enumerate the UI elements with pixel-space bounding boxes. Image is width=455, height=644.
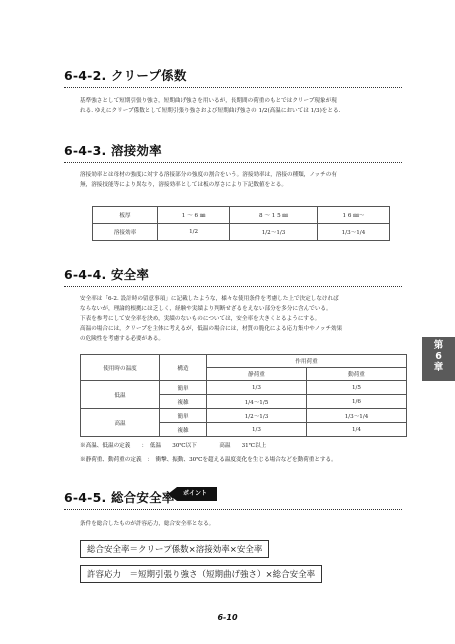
table-cell: 1/2 [158,224,230,241]
table-row [81,355,407,368]
safety-paragraph [80,294,410,344]
text-line: 基準強さとして短期引張り強さ，短期曲げ強さを用いるが，長期間の荷重のもとではクリープ現象が現 [80,98,337,104]
table-cell: 1/3 [207,423,307,437]
table-cell: 複雑 [160,423,207,437]
page-number: 6-10 [217,613,238,622]
text-line: 高温の場合には，クリープを主体に考えるが，低温の場合には，材質の脆化による応力集中やノッチ効果 [80,326,343,332]
text-line: 溶接効率とは母材の強度に対する溶接部分の強度の割合をいう。溶接効率は，溶接の種類，ノッチの有 [80,172,337,178]
table-cell: 1/6 [307,395,407,409]
safety-factor-table [80,354,407,437]
temperature-note: ※高温、低温の定義 ： 低温 30℃以下 高温 31℃以上 [80,443,267,449]
table-cell: 1/3～1/4 [317,224,389,241]
text-line: 安全率は「6-2. 設計時の留意事項」に記載したような，様々な使用条件を考慮した上で決定しなければ [80,296,339,302]
section-title-creep: 6-4-2. クリープ係数 [64,66,402,88]
table-cell: 1/2～1/3 [207,409,307,423]
table-cell: 使用時の温度 [81,355,160,381]
text-line: 無，溶接技能等により異なり，溶接効率としては板の厚さにより下記数値をとる。 [80,182,287,188]
weld-paragraph [80,170,410,190]
allowable-stress-formula: 許容応力 ＝短期引張り強さ（短期曲げ強さ）×総合安全率 [80,565,322,583]
table-cell: 1/2～1/3 [230,224,318,241]
table-cell: 1 ～ 6 ㎜ [158,207,230,224]
table-cell: 作用荷重 [207,355,407,368]
total-paragraph [80,519,410,529]
section-title-total: 6-4-5. 総合安全率 [64,488,402,510]
point-badge [168,487,217,501]
table-row [93,207,390,224]
table-cell: 板厚 [93,207,158,224]
table-cell: 1/3～1/4 [307,409,407,423]
section-title-weld: 6-4-3. 溶接効率 [64,141,402,163]
text-line: れる. ゆえにクリープ係数として短期引張り強さおよび短期曲げ強さの 1/2(高温においては 1/3)をとる. [80,108,341,114]
table-cell: 簡単 [160,409,207,423]
load-note: ※静荷重、動荷重の定義 ： 衝撃、振動、30℃を超える温度変化を生じる場合などを動荷重とする。 [80,457,337,463]
table-cell: 1/5 [307,381,407,395]
text-line: ならないが，理論的根拠には乏しく，経験や実績より判断せざるをえない部分を多分に含んでいる。 [80,306,332,312]
table-cell: 1/3 [207,381,307,395]
text-line: の危険性を考慮する必要がある。 [80,336,164,342]
point-label: ポイント [177,487,217,501]
table-cell: 1 6 ㎜～ [317,207,389,224]
table-row [93,224,390,241]
table-cell: 低温 [81,381,160,409]
chapter-tab-line: 章 [433,362,444,373]
table-cell: 高温 [81,409,160,437]
chapter-tab-line: 第 [433,340,444,351]
table-cell: 構造 [160,355,207,381]
chapter-tab-line: 6 [435,351,442,362]
table-cell: 動荷重 [307,368,407,381]
table-cell: 1/4～1/5 [207,395,307,409]
table-cell: 簡単 [160,381,207,395]
total-safety-formula: 総合安全率＝クリープ係数×溶接効率×安全率 [80,540,269,558]
text-line: 条件を総合したものが許容応力，総合安全率となる。 [80,521,215,527]
table-cell: 8 ～ 1 5 ㎜ [230,207,318,224]
table-cell: 複雑 [160,395,207,409]
creep-paragraph [80,96,410,116]
table-row [81,381,407,395]
table-cell: 溶接効率 [93,224,158,241]
chapter-tab [422,337,455,381]
section-title-safety: 6-4-4. 安全率 [64,265,402,287]
weld-efficiency-table [92,206,390,241]
table-row [81,409,407,423]
table-cell: 静荷重 [207,368,307,381]
arrow-left-icon [168,487,177,501]
text-line: 下表を参考にして安全率を決め，実績のないものについては，安全率を大きくとるようにする。 [80,316,321,322]
table-cell: 1/4 [307,423,407,437]
